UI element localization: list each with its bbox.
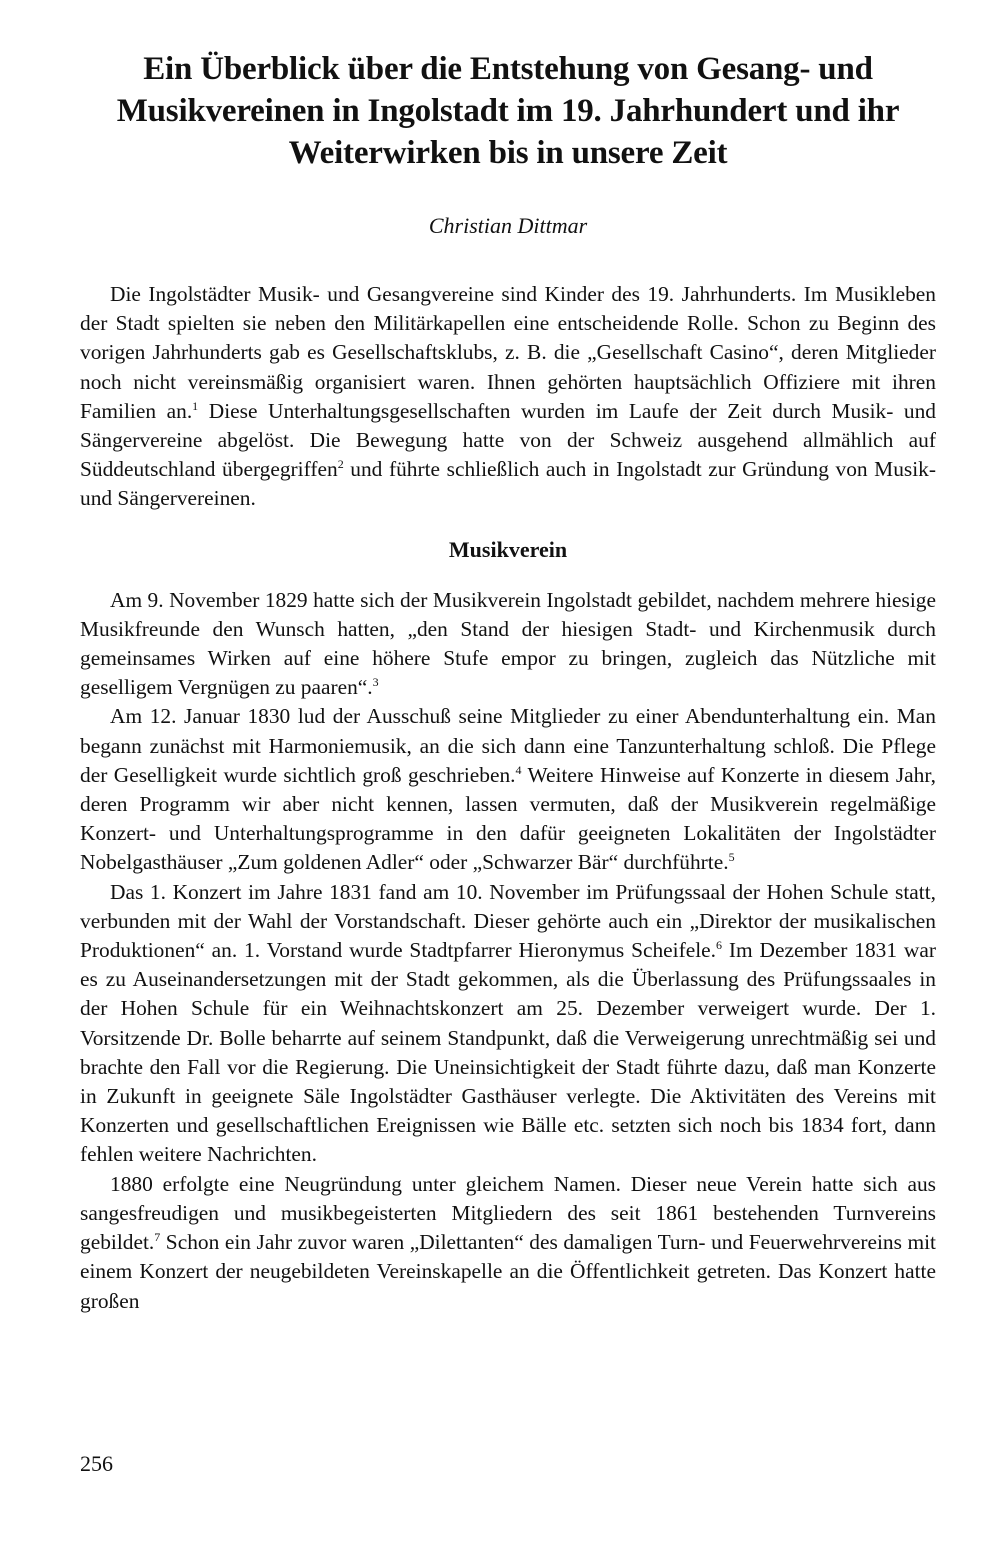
paragraph-text: Schon ein Jahr zuvor waren „Dilettanten“ des damaligen Turn- und Feuerwehrvereins mit einem Konzert der neugebildeten Vereinskapelle an die Öffentlichkeit getreten. Das Konzert hatte großen (80, 1230, 936, 1313)
section-heading: Musikverein (448, 536, 568, 562)
paragraph-text: Im Dezember 1831 war es zu Auseinandersetzungen mit der Stadt gekommen, als die Überlassung des Prüfungssaales in der Hohen Schule für ein Weihnachtskonzert am 25. Dezember verweigert wurde. Der 1. Vorsitzende Dr. Bolle beharrte auf seinem Standpunkt, daß die Verweigerung unrechtmäßig sei und brachte den Fall vor die Regierung. Die Uneinsichtigkeit der Stadt führte dazu, daß man Konzerte in Zukunft in geeignete Säle Ingolstädter Gasthäuser verlegte. Die Aktivitäten des Vereins mit Konzerten und gesellschaftlichen Ereignissen wie Bälle etc. setzten sich noch bis 1834 fort, dann fehlen weitere Nachrichten. (80, 938, 936, 1167)
paragraph-text: Weitere Hinweise auf Konzerte in diesem Jahr, deren Programm wir aber nicht kennen, lassen vermuten, daß der Musikverein regelmäßige Konzert- und Unterhaltungsprogramme in den dafür geeigneten Lokalitäten der Ingolstädter Nobelgasthäuser „Zum goldenen Adler“ oder „Schwarzer Bär“ durchführte. (80, 762, 936, 875)
footnote-marker: 7 (154, 1229, 161, 1244)
paragraph-text: Am 9. November 1829 hatte sich der Musikverein Ingolstadt gebildet, nachdem mehrere hiesige Musikfreunde den Wunsch hatten, „den Stand der hiesigen Stadt- und Kirchenmusik durch gemeinsames Wirken auf eine höhere Stufe empor zu bringen, zugleich das Nützliche mit geselligem Vergnügen zu paaren“. (80, 587, 936, 700)
paragraph-1830 (80, 702, 936, 877)
footnote-marker: 1 (192, 398, 199, 413)
paragraph-text: Das 1. Konzert im Jahre 1831 fand am 10. November im Prüfungssaal der Hohen Schule statt, verbunden mit der Wahl der Vorstandschaft. Dieser gehörte auch ein „Direktor der musikalischen Produktionen“ an. 1. Vorstand wurde Stadtpfarrer Hieronymus Scheifele. (80, 879, 936, 963)
footnote-marker: 5 (728, 850, 735, 865)
paragraph-1880 (80, 1170, 936, 1316)
paragraph-text: Am 12. Januar 1830 lud der Ausschuß seine Mitglieder zu einer Abendunterhaltung ein. Man begann zunächst mit Harmoniemusik, an die sich dann eine Tanzunterhaltung schloß. Die Pflege der Geselligkeit wurde sichtlich groß geschrieben. (80, 704, 936, 787)
intro-text-c: und führte schließlich auch in Ingolstadt zur Gründung von Musik- und Sängervereinen. (80, 457, 936, 511)
article-title (80, 48, 936, 174)
page-number: 256 (80, 1451, 113, 1476)
title-line-2: Musikvereinen in Ingolstadt im 19. Jahrhundert und ihr (116, 93, 900, 129)
intro-text-a: Die Ingolstädter Musik- und Gesangvereine sind Kinder des 19. Jahrhunderts. Im Musikleben der Stadt spielten sie neben den Militärkapellen eine entscheidende Rolle. Schon zu Beginn des vorigen Jahrhunderts gab es Gesellschaftsklubs, z. B. die „Gesellschaft Casino“, deren Mitglieder noch nicht vereinsmäßig organisiert waren. Ihnen gehörten hauptsächlich Offiziere mit ihren Familien an. (80, 282, 936, 423)
footnote-marker: 3 (372, 675, 379, 690)
intro-text-b: Diese Unterhaltungsgesellschaften wurden im Laufe der Zeit durch Musik- und Sängervereine abgelöst. Die Bewegung hatte von der Schweiz ausgehend allmählich auf Süddeutschland übergegriffen (80, 398, 936, 482)
title-line-3: Weiterwirken bis in unsere Zeit (288, 135, 728, 171)
article-page (80, 48, 936, 1316)
paragraph-1831 (80, 878, 936, 1170)
footnote-marker: 6 (716, 937, 722, 952)
paragraph-1829 (80, 586, 936, 703)
paragraph-text: 1880 erfolgte eine Neugründung unter gleichem Namen. Dieser neue Verein hatte sich aus sangesfreudigen und musikbegeisterten Mitgliedern des seit 1861 bestehenden Turnvereins gebildet. (80, 1171, 936, 1255)
footnote-marker: 2 (337, 457, 344, 472)
title-line-1: Ein Überblick über die Entstehung von Gesang- und (143, 51, 873, 87)
footnote-marker: 4 (515, 762, 522, 777)
author-name: Christian Dittmar (428, 213, 588, 238)
intro-paragraph (80, 280, 936, 514)
